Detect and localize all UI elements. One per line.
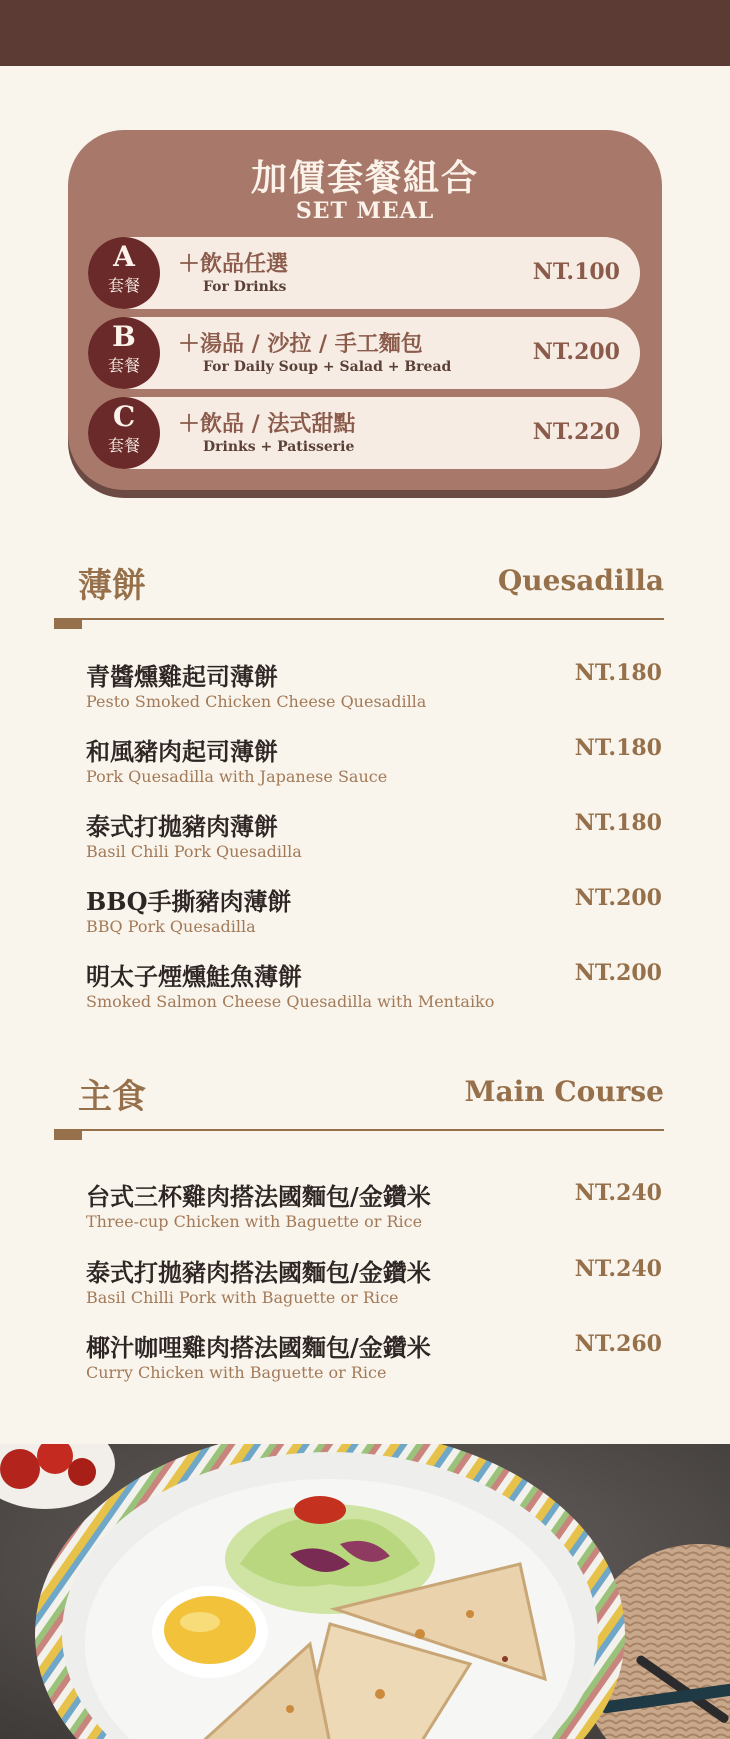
quesadilla-plate-illustration [0,1444,730,1739]
header-bar [0,0,730,66]
menu-item-name: BBQ手撕豬肉薄餅 [86,887,292,916]
set-meal-title: 加價套餐組合 [250,157,479,199]
set-option-price: NT.200 [532,339,620,365]
menu-item-name-en: Basil Chili Pork Quesadilla [86,842,302,861]
set-option-name-en: Drinks + Patisserie [203,439,355,455]
menu-item-price: NT.240 [574,1256,662,1282]
menu-item-name-en: Pesto Smoked Chicken Cheese Quesadilla [86,692,427,711]
menu-item-name-en: BBQ Pork Quesadilla [86,917,256,936]
set-badge [88,237,160,309]
section-divider [54,1129,664,1131]
set-option-c [88,397,640,469]
set-option-name: ＋湯品 / 沙拉 / 手工麵包 [178,331,423,357]
set-badge [88,397,160,469]
set-option-price: NT.100 [532,259,620,285]
menu-item-price: NT.180 [574,735,662,761]
menu-item-name: 椰汁咖哩雞肉搭法國麵包/金鑽米 [86,1333,431,1362]
set-badge-label: 套餐 [107,276,140,295]
menu-item-price: NT.260 [574,1331,662,1357]
menu-item-name-en: Pork Quesadilla with Japanese Sauce [86,767,388,786]
menu-item-name-en: Smoked Salmon Cheese Quesadilla with Mentaiko [86,992,495,1011]
section-title-main-course: 主食 [78,1077,146,1117]
set-option-b [88,317,640,389]
set-meal-subtitle: SET MEAL [295,198,435,224]
menu-item-name-en: Three-cup Chicken with Baguette or Rice [86,1212,423,1231]
set-badge-label: 套餐 [107,356,140,375]
menu-item-name: 泰式打拋豬肉搭法國麵包/金鑽米 [86,1258,431,1287]
set-option-price: NT.220 [532,419,620,445]
set-badge-letter: A [113,240,135,273]
menu-item-price: NT.240 [574,1180,662,1206]
menu-item-name: 青醬燻雞起司薄餅 [86,662,278,691]
menu-item-price: NT.180 [574,810,662,836]
set-option-name: ＋飲品任選 [178,251,289,277]
menu-item-price: NT.200 [574,885,662,911]
menu-item-price: NT.200 [574,960,662,986]
set-option-name: ＋飲品 / 法式甜點 [178,411,356,437]
menu-item-name-en: Curry Chicken with Baguette or Rice [86,1363,387,1382]
set-meal-card [68,130,662,490]
section-divider [54,618,664,620]
menu-item-name: 明太子煙燻鮭魚薄餅 [86,962,302,991]
menu-item-name-en: Basil Chilli Pork with Baguette or Rice [86,1288,399,1307]
menu-item-name: 台式三杯雞肉搭法國麵包/金鑽米 [86,1182,431,1211]
section-title-quesadilla: 薄餅 [78,566,146,606]
menu-item-price: NT.180 [574,660,662,686]
set-option-a [88,237,640,309]
set-badge-letter: C [112,400,136,433]
section-divider-tab [54,620,82,629]
menu-item-name: 和風豬肉起司薄餅 [86,737,278,766]
section-title-main-course-en: Main Course [464,1075,664,1108]
section-title-quesadilla-en: Quesadilla [497,564,664,597]
set-badge [88,317,160,389]
food-photo [0,1444,730,1739]
section-divider-tab [54,1131,82,1140]
set-badge-label: 套餐 [107,436,140,455]
set-option-name-en: For Drinks [203,279,287,295]
set-option-name-en: For Daily Soup + Salad + Bread [203,359,452,375]
set-badge-letter: B [112,320,136,353]
menu-item-name: 泰式打拋豬肉薄餅 [86,812,278,841]
